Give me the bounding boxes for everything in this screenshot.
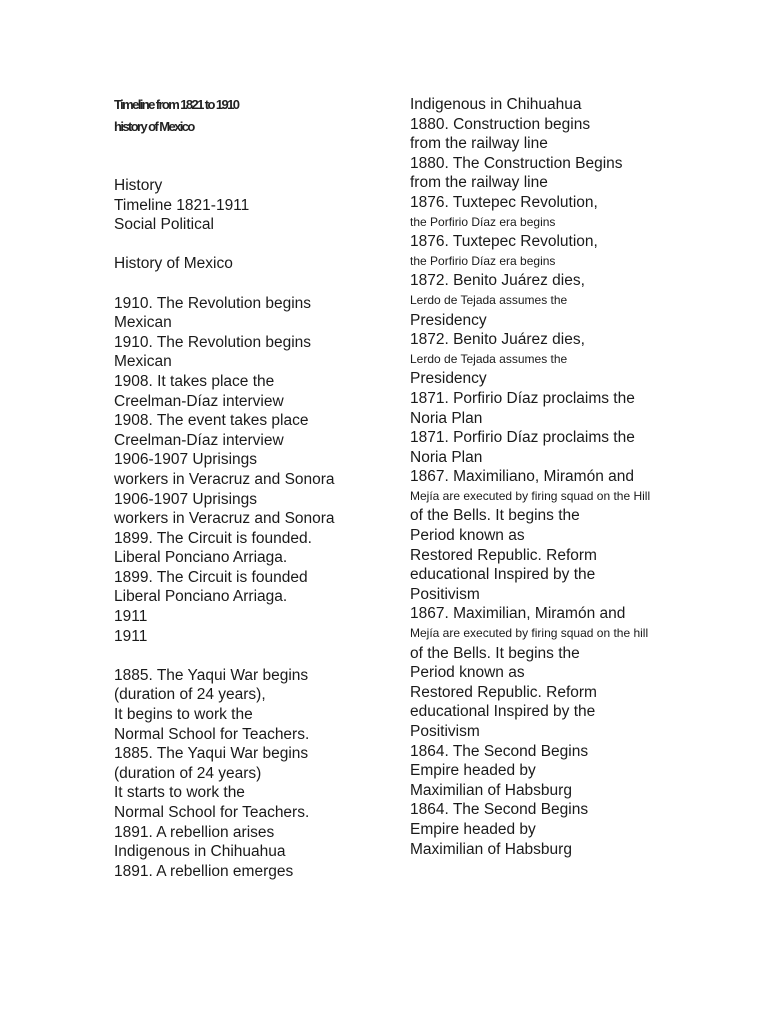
text-line: 1872. Benito Juárez dies, bbox=[410, 331, 585, 349]
text-line: 1908. It takes place the bbox=[114, 372, 275, 390]
text-line: 1908. The event takes place bbox=[114, 412, 309, 430]
text-line: of the Bells. It begins the bbox=[410, 644, 580, 662]
text-line: Social Political bbox=[114, 216, 214, 234]
text-line: educational Inspired by the bbox=[410, 703, 596, 721]
text-line: from the railway line bbox=[410, 174, 548, 192]
text-line: 1876. Tuxtepec Revolution, bbox=[410, 193, 598, 211]
text-line: 1871. Porfirio Díaz proclaims the bbox=[410, 429, 635, 447]
text-line: Restored Republic. Reform bbox=[410, 683, 597, 701]
text-line: Lerdo de Tejada assumes the bbox=[410, 292, 568, 307]
text-line: of the Bells. It begins the bbox=[410, 507, 580, 525]
text-line: Mejía are executed by firing squad on the Hill bbox=[410, 488, 651, 503]
text-line: 1906-1907 Uprisings bbox=[114, 451, 258, 469]
left-column-text bbox=[114, 176, 335, 881]
text-line: Normal School for Teachers. bbox=[114, 804, 310, 821]
text-line: 1872. Benito Juárez dies, bbox=[410, 272, 585, 290]
text-line: Presidency bbox=[410, 311, 487, 329]
text-line: Empire headed by bbox=[410, 820, 536, 838]
heading-line-1: Timeline from 1821 to 1910 bbox=[114, 97, 239, 112]
text-line: Timeline 1821-1911 bbox=[114, 196, 250, 214]
text-line: 1876. Tuxtepec Revolution, bbox=[410, 233, 598, 251]
text-line: Normal School for Teachers. bbox=[114, 725, 310, 743]
text-line: Liberal Ponciano Arriaga. bbox=[114, 549, 288, 567]
text-line: Indigenous in Chihuahua bbox=[410, 96, 582, 113]
text-line: Mexican bbox=[114, 353, 172, 371]
text-line: the Porfirio Díaz era begins bbox=[410, 214, 556, 229]
blank-line bbox=[114, 646, 335, 666]
text-line: 1871. Porfirio Díaz proclaims the bbox=[410, 389, 635, 407]
text-line: Indigenous in Chihuahua bbox=[114, 843, 286, 861]
text-line: from the railway line bbox=[410, 135, 548, 153]
blank-line bbox=[114, 235, 335, 255]
text-line: History bbox=[114, 177, 163, 194]
text-line: 1899. The Circuit is founded. bbox=[114, 529, 312, 547]
text-line: Period known as bbox=[410, 664, 525, 682]
text-line: Noria Plan bbox=[410, 409, 483, 427]
text-line: educational Inspired by the bbox=[410, 566, 596, 584]
text-line: workers in Veracruz and Sonora bbox=[114, 470, 335, 488]
text-line: 1880. Construction begins bbox=[410, 115, 591, 133]
right-column-text bbox=[410, 95, 650, 859]
text-line: the Porfirio Díaz era begins bbox=[410, 253, 556, 268]
text-line: Creelman-Díaz interview bbox=[114, 392, 284, 410]
text-line: Mexican bbox=[114, 314, 172, 332]
text-line: 1891. A rebellion arises bbox=[114, 823, 275, 841]
text-line: workers in Veracruz and Sonora bbox=[114, 510, 335, 528]
text-line: Positivism bbox=[410, 723, 480, 740]
text-line: 1867. Maximilian, Miramón and bbox=[410, 605, 626, 623]
text-line: Mejía are executed by firing squad on the hill bbox=[410, 626, 649, 641]
text-line: Noria Plan bbox=[410, 448, 483, 466]
text-line: History of Mexico bbox=[114, 255, 233, 273]
text-line: 1910. The Revolution begins bbox=[114, 294, 312, 312]
text-line: Restored Republic. Reform bbox=[410, 546, 597, 564]
text-line: Period known as bbox=[410, 527, 525, 545]
text-line: 1891. A rebellion emerges bbox=[114, 862, 294, 880]
text-line: Maximilian of Habsburg bbox=[410, 781, 572, 799]
text-line: Liberal Ponciano Arriaga. bbox=[114, 588, 288, 606]
text-line: 1906-1907 Uprisings bbox=[114, 490, 258, 508]
text-line: 1899. The Circuit is founded bbox=[114, 568, 308, 586]
text-line: 1864. The Second Begins bbox=[410, 801, 589, 819]
text-line: Creelman-Díaz interview bbox=[114, 431, 284, 449]
text-line: It begins to work the bbox=[114, 706, 253, 724]
text-line: Presidency bbox=[410, 370, 487, 388]
text-line: Lerdo de Tejada assumes the bbox=[410, 351, 568, 366]
text-line: 1880. The Construction Begins bbox=[410, 154, 623, 172]
text-line: 1867. Maximiliano, Miramón and bbox=[410, 468, 634, 486]
text-line: Positivism bbox=[410, 585, 480, 603]
blank-line bbox=[114, 274, 335, 294]
text-line: 1885. The Yaqui War begins bbox=[114, 666, 309, 684]
text-line: 1910. The Revolution begins bbox=[114, 333, 312, 351]
text-line: 1911 bbox=[114, 627, 148, 645]
text-line: It starts to work the bbox=[114, 784, 245, 802]
text-line: 1864. The Second Begins bbox=[410, 742, 589, 760]
text-line: 1885. The Yaqui War begins bbox=[114, 745, 309, 763]
text-line: 1911 bbox=[114, 608, 148, 626]
text-line: Empire headed by bbox=[410, 762, 536, 780]
document-heading bbox=[114, 94, 238, 138]
text-line: (duration of 24 years), bbox=[114, 686, 266, 704]
text-line: Maximilian of Habsburg bbox=[410, 840, 572, 858]
text-line: (duration of 24 years) bbox=[114, 764, 262, 782]
heading-line-2: history of Mexico bbox=[114, 119, 194, 134]
